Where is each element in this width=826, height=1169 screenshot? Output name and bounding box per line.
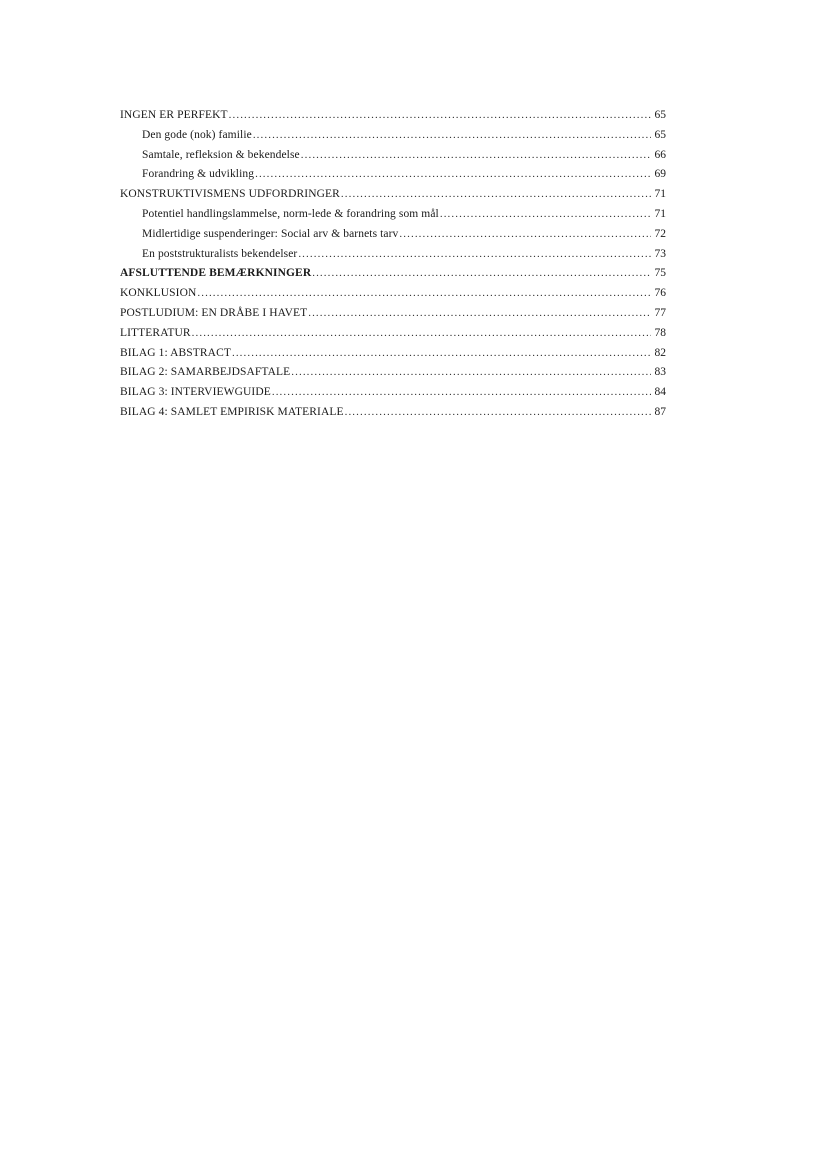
toc-leader-dots [298, 245, 651, 265]
toc-entry-title: Midlertidige suspenderinger: Social arv & barnets tarv [142, 227, 399, 240]
toc-entry [120, 106, 666, 126]
toc-entry-page: 83 [654, 366, 666, 379]
toc-entry [120, 344, 666, 364]
toc-entry-page: 65 [654, 128, 666, 141]
toc-leader-dots [399, 225, 651, 245]
toc-leader-dots [229, 106, 651, 126]
toc-leader-dots [197, 284, 651, 304]
toc-leader-dots [192, 324, 651, 344]
toc-entry-title: BILAG 1: ABSTRACT [120, 346, 231, 359]
toc-entry [120, 245, 666, 265]
toc-entry [120, 205, 666, 225]
toc-entry [120, 324, 666, 344]
toc-entry [120, 383, 666, 403]
toc-entry-page: 76 [654, 287, 666, 300]
toc-entry-title: BILAG 2: SAMARBEJDSAFTALE [120, 366, 291, 379]
toc-leader-dots [345, 403, 651, 423]
toc-entry-page: 72 [654, 227, 666, 240]
toc-entry-title: LITTERATUR [120, 326, 191, 339]
toc-entry-page: 84 [654, 386, 666, 399]
toc-entry-title: En poststrukturalists bekendelser [142, 247, 298, 260]
toc-leader-dots [253, 126, 651, 146]
toc-entry-page: 78 [654, 326, 666, 339]
toc-entry-title: Potentiel handlingslammelse, norm-lede & forandring som mål [142, 207, 439, 220]
toc-entry [120, 126, 666, 146]
toc-entry [120, 264, 666, 284]
toc-leader-dots [308, 304, 651, 324]
toc-entry [120, 363, 666, 383]
toc-entry-page: 82 [654, 346, 666, 359]
toc-leader-dots [301, 146, 651, 166]
toc-entry-page: 66 [654, 148, 666, 161]
toc-entry [120, 146, 666, 166]
toc-leader-dots [272, 383, 651, 403]
toc-entry-page: 87 [654, 405, 666, 418]
toc-entry-title: AFSLUTTENDE BEMÆRKNINGER [120, 267, 312, 280]
toc-entry-title: POSTLUDIUM: EN DRÅBE I HAVET [120, 306, 308, 319]
toc-entry [120, 403, 666, 423]
toc-entry [120, 165, 666, 185]
toc-leader-dots [312, 264, 651, 284]
toc-entry-title: INGEN ER PERFEKT [120, 109, 228, 121]
toc-leader-dots [341, 185, 651, 205]
toc-entry [120, 304, 666, 324]
toc-leader-dots [255, 165, 651, 185]
toc-leader-dots [440, 205, 651, 225]
toc-entry-page: 75 [654, 267, 666, 280]
toc-entry [120, 225, 666, 245]
toc-entry-title: BILAG 4: SAMLET EMPIRISK MATERIALE [120, 405, 344, 418]
toc-leader-dots [291, 363, 651, 383]
toc-entry-page: 69 [654, 168, 666, 181]
toc-entry [120, 185, 666, 205]
toc-entry-page: 73 [654, 247, 666, 260]
toc-entry [120, 284, 666, 304]
toc-entry-title: Samtale, refleksion & bekendelse [142, 148, 300, 161]
toc-entry-title: KONKLUSION [120, 287, 197, 300]
toc-entry-page: 77 [654, 306, 666, 319]
toc-entry-title: Den gode (nok) familie [142, 128, 252, 141]
toc-entry-title: Forandring & udvikling [142, 168, 255, 181]
table-of-contents [120, 106, 666, 423]
toc-entry-page: 71 [654, 188, 666, 201]
toc-entry-page: 65 [654, 109, 666, 121]
toc-entry-page: 71 [654, 207, 666, 220]
toc-entry-title: BILAG 3: INTERVIEWGUIDE [120, 386, 271, 399]
toc-entry-title: KONSTRUKTIVISMENS UDFORDRINGER [120, 188, 340, 201]
toc-leader-dots [232, 344, 651, 364]
